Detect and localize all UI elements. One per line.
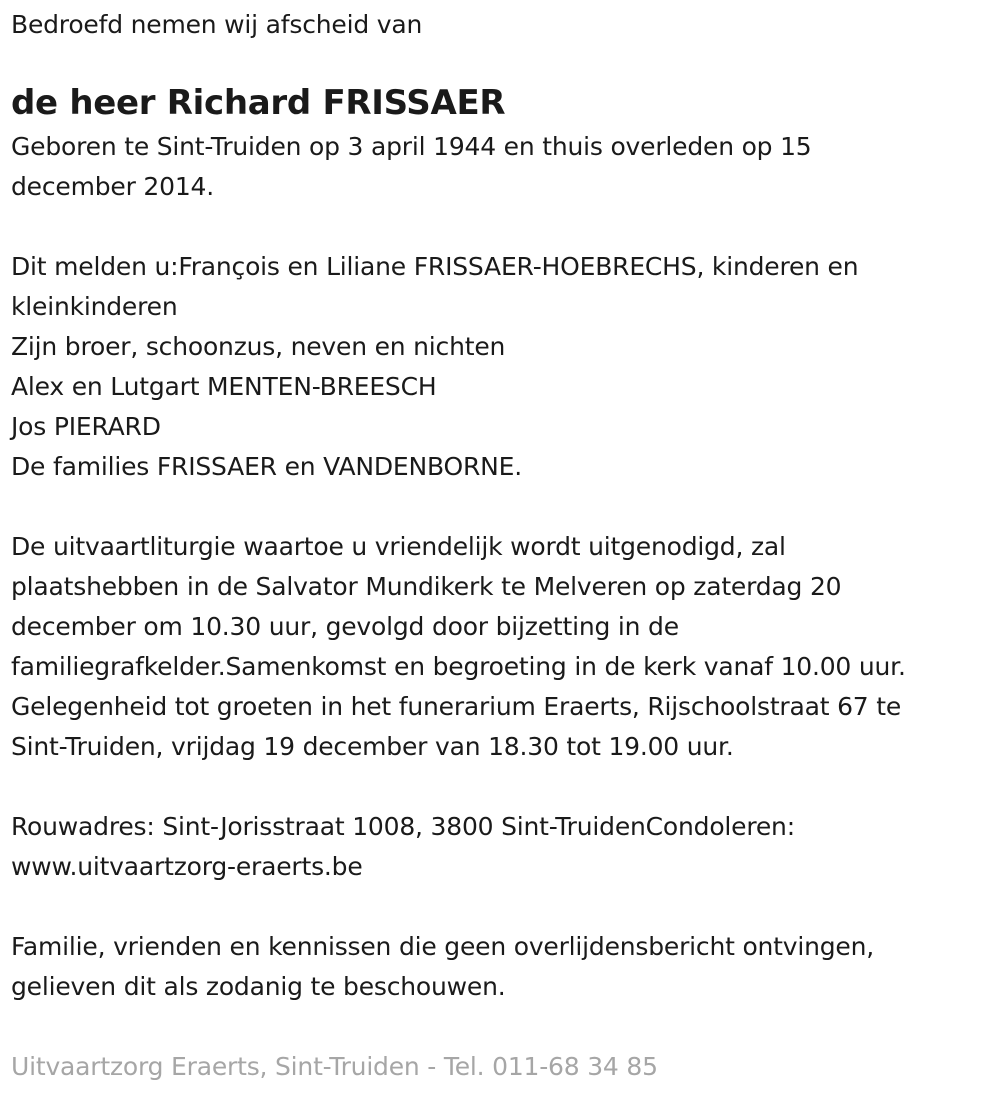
death-notice [11, 5, 991, 1087]
spacer [11, 887, 991, 927]
family-line-5: Jos PIERARD [11, 412, 161, 441]
funeral-line-5: Gelegenheid tot groeten in het funerarium Eraerts, Rijschoolstraat 67 te [11, 692, 902, 721]
deceased-name: de heer Richard FRISSAER [11, 83, 506, 123]
family-line-1: Dit melden u:François en Liliane FRISSAER-HOEBRECHS, kinderen en [11, 252, 859, 281]
funeral-line-1: De uitvaartliturgie waartoe u vriendelijk wordt uitgenodigd, zal [11, 532, 786, 561]
funeral-line-6: Sint-Truiden, vrijdag 19 december van 18.30 tot 19.00 uur. [11, 732, 734, 761]
birth-death-section [11, 127, 991, 207]
closing-section [11, 927, 991, 1007]
spacer [11, 767, 991, 807]
family-line-2: kleinkinderen [11, 292, 178, 321]
condolence-website: www.uitvaartzorg-eraerts.be [11, 852, 363, 881]
address-line-1: Rouwadres: Sint-Jorisstraat 1008, 3800 Sint-TruidenCondoleren: [11, 812, 795, 841]
funeral-line-3: december om 10.30 uur, gevolgd door bijzetting in de [11, 612, 679, 641]
funeral-line-4: familiegrafkelder.Samenkomst en begroeting in de kerk vanaf 10.00 uur. [11, 652, 906, 681]
family-line-4: Alex en Lutgart MENTEN-BREESCH [11, 372, 437, 401]
closing-line-2: gelieven dit als zodanig te beschouwen. [11, 972, 506, 1001]
intro-text: Bedroefd nemen wij afscheid van [11, 10, 423, 39]
family-section [11, 247, 991, 487]
closing-line-1: Familie, vrienden en kennissen die geen overlijdensbericht ontvingen, [11, 932, 875, 961]
funeral-line-2: plaatshebben in de Salvator Mundikerk te Melveren op zaterdag 20 [11, 572, 842, 601]
birth-death-line-2: december 2014. [11, 172, 214, 201]
spacer [11, 1007, 991, 1047]
family-line-6: De families FRISSAER en VANDENBORNE. [11, 452, 523, 481]
spacer [11, 207, 991, 247]
spacer [11, 487, 991, 527]
birth-death-line-1: Geboren te Sint-Truiden op 3 april 1944 en thuis overleden op 15 [11, 132, 812, 161]
family-line-3: Zijn broer, schoonzus, neven en nichten [11, 332, 506, 361]
funeral-home-footer: Uitvaartzorg Eraerts, Sint-Truiden - Tel. 011-68 34 85 [11, 1052, 658, 1081]
funeral-section [11, 527, 991, 767]
address-section [11, 807, 991, 887]
